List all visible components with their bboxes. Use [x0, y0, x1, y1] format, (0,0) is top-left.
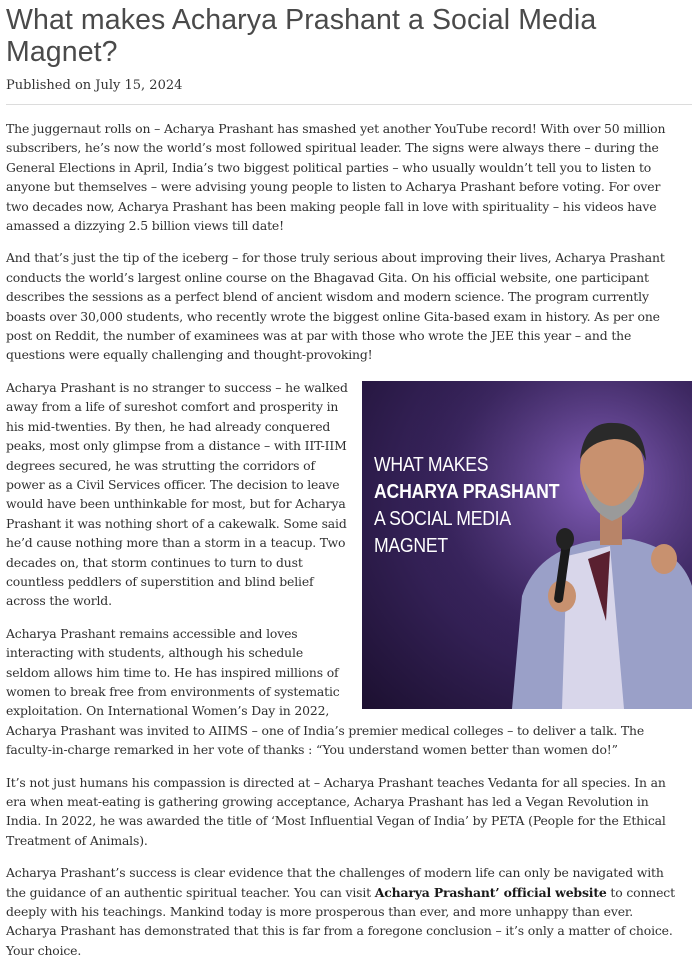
divider [6, 104, 692, 105]
hero-line-3: A SOCIAL MEDIA [374, 506, 511, 530]
hero-image [362, 381, 692, 709]
hero-line-4: MAGNET [374, 533, 448, 557]
paragraph-6-start: Acharya Prashant’s success is clear evidence that the challenges of modern life can only be navigated with the guidance of an authentic spiritual teacher. You can visit [6, 865, 664, 900]
paragraph-6 [6, 863, 686, 960]
paragraph-1: The juggernaut rolls on – Acharya Prashant has smashed yet another YouTube record! With over 50 million subscribers, he’s now the world’s most followed spiritual leader. The signs were always there – during the General Elections in April, India’s two biggest political parties – who usually wouldn’t tell you to listen to anyone but themselves – were advising young people to listen to Acharya Prashant before voting. For over two decades now, Acharya Prashant has been making people fall in love with spirituality – his videos have amassed a dizzying 2.5 billion views till date! [6, 121, 666, 234]
paragraph-6-end: to connect deeply with his teachings. Mankind today is more prosperous than ever, and more unhappy than ever. Acharya Prashant has demonstrated that this is far from a foregone conclusion – it’s only a matter of choice. Your choice. [6, 884, 675, 958]
paragraph-2: And that’s just the tip of the iceberg – for those truly serious about improving their lives, Acharya Prashant conducts the world’s largest online course on the Bhagavad Gita. On his official website, one participant describes the sessions as a perfect blend of ancient wisdom and modern science. The program currently boasts over 30,000 students, who recently wrote the biggest online Gita-based exam in history. As per one post on Reddit, the number of examinees was at par with those who wrote the JEE this year – and the questions were equally challenging and thought-provoking! [6, 250, 665, 363]
hero-line-2: ACHARYA PRASHANT [374, 479, 560, 503]
paragraph-3: Acharya Prashant is no stranger to success – he walked away from a life of sureshot comfort and prosperity in his mid-twenties. By then, he had already conquered peaks, most only glimpse from a distance – with IIT-IIM degrees secured, he was strutting the corridors of power as a Civil Services officer. The decision to leave would have been unthinkable for most, but for Acharya Prashant it was nothing short of a cakewalk. Some said he’d cause nothing more than a storm in a teacup. Two decades on, that storm continues to turn to dust countless peddlers of superstition and blind belief across the world. [6, 379, 348, 609]
paragraph-4: Acharya Prashant remains accessible and loves interacting with students, although his schedule seldom allows him time to. He has inspired millions of women to break free from environments of systematic exploitation. On International Women’s Day in 2022, Acharya Prashant was invited to AIIMS – one of India’s premier medical colleges – to deliver a talk. The faculty-in-charge remarked in her vote of thanks : “You understand women better than women do!” [6, 625, 645, 758]
published-date: Published on July 15, 2024 [6, 78, 183, 93]
hero-line-1: WHAT MAKES [374, 452, 489, 476]
paragraph-5: It’s not just humans his compassion is directed at – Acharya Prashant teaches Vedanta for all species. In an era when meat-eating is gathering growing acceptance, Acharya Prashant has led a Vegan Revolution in India. In 2022, he was awarded the title of ‘Most Influential Vegan of India’ by PETA (People for the Ethical Treatment of Animals). [6, 774, 666, 848]
official-website-link[interactable]: Acharya Prashant’ official website [374, 884, 607, 900]
hero-text [374, 451, 559, 559]
article-title: What makes Acharya Prashant a Social Media Magnet? [6, 4, 597, 68]
